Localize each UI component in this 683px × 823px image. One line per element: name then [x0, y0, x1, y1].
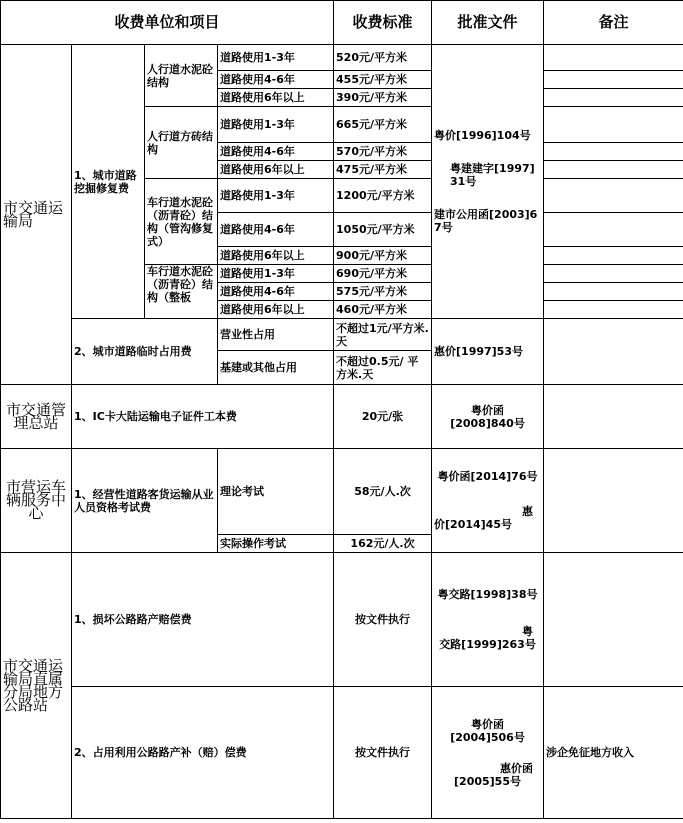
item-cell: 1、经营性道路客货运输从业人员资格考试费	[72, 449, 218, 553]
period-cell: 道路使用6年以上	[218, 89, 334, 107]
approval-doc: [2004]506号	[450, 730, 525, 744]
header-units-items: 收费单位和项目	[1, 1, 334, 45]
period-cell: 道路使用6年以上	[218, 161, 334, 179]
fee-cell: 575元/平方米	[334, 283, 432, 301]
item-cell: 2、占用利用公路路产补（赔）偿费	[72, 687, 334, 819]
table-row	[1, 385, 683, 449]
fee-cell: 不超过1元/平方米.天	[334, 319, 432, 351]
remark-cell	[544, 265, 683, 283]
header-approval: 批准文件	[432, 1, 544, 45]
period-cell: 道路使用6年以上	[218, 247, 334, 265]
fee-cell: 390元/平方米	[334, 89, 432, 107]
subgroup-cell: 车行道水泥砼（沥青砼）结构（整板	[145, 265, 218, 319]
fee-cell: 58元/人.次	[334, 449, 432, 535]
fee-cell: 455元/平方米	[334, 71, 432, 89]
approval-cell	[432, 687, 544, 819]
approval-cell: 惠价[1997]53号	[432, 319, 544, 385]
table-row	[1, 45, 683, 71]
subgroup-cell: 人行道水泥砼结构	[145, 45, 218, 107]
approval-doc: 价[2014]45号	[434, 518, 512, 531]
fee-cell: 20元/张	[334, 385, 432, 449]
remark-cell	[544, 449, 683, 553]
table-row	[1, 449, 683, 535]
approval-doc: 粤交路[1998]38号	[437, 588, 538, 601]
type-cell: 营业性占用	[218, 319, 334, 351]
header-row	[1, 1, 683, 45]
approval-doc: 交路[1999]263号	[439, 638, 536, 651]
subgroup-cell: 人行道方砖结构	[145, 107, 218, 179]
remark-cell	[544, 161, 683, 179]
approval-doc: 粤价函	[471, 403, 505, 417]
remark-cell	[544, 89, 683, 107]
item-cell: 1、IC卡大陆运输电子证件工本费	[72, 385, 334, 449]
fee-cell: 570元/平方米	[334, 143, 432, 161]
approval-doc: 建市公用函[2003]67号	[434, 208, 538, 234]
item-cell: 2、城市道路临时占用费	[72, 319, 218, 385]
fee-cell: 690元/平方米	[334, 265, 432, 283]
approval-doc: [2008]840号	[450, 416, 525, 430]
unit-cell: 市营运车辆服务中心	[1, 449, 72, 553]
approval-doc: [2005]55号	[454, 774, 521, 788]
period-cell: 道路使用4-6年	[218, 143, 334, 161]
period-cell: 道路使用1-3年	[218, 265, 334, 283]
item-cell: 1、城市道路挖掘修复费	[72, 45, 145, 319]
type-cell: 实际操作考试	[218, 535, 334, 553]
unit-cell: 市交通管理总站	[1, 385, 72, 449]
period-cell: 道路使用6年以上	[218, 301, 334, 319]
approval-doc: 惠	[522, 505, 534, 518]
remark-cell	[544, 71, 683, 89]
period-cell: 道路使用1-3年	[218, 179, 334, 213]
approval-doc: 粤价[1996]104号	[434, 129, 531, 142]
remark-cell	[544, 319, 683, 385]
approval-cell	[432, 385, 544, 449]
approval-cell	[432, 45, 544, 319]
remark-cell	[544, 143, 683, 161]
unit-cell: 市交通运输局	[1, 45, 72, 385]
fee-cell: 460元/平方米	[334, 301, 432, 319]
fee-cell: 162元/人.次	[334, 535, 432, 553]
approval-doc: 粤建建字[1997]31号	[450, 162, 535, 188]
table-row	[1, 687, 683, 819]
remark-cell	[544, 301, 683, 319]
fee-cell: 520元/平方米	[334, 45, 432, 71]
fee-cell: 900元/平方米	[334, 247, 432, 265]
period-cell: 道路使用4-6年	[218, 283, 334, 301]
approval-cell	[432, 553, 544, 687]
unit-cell: 市交通运输局直属分局地方公路站	[1, 553, 72, 819]
remark-cell	[544, 107, 683, 143]
remark-cell: 涉企免征地方收入	[544, 687, 683, 819]
fee-cell: 不超过0.5元/ 平方米.天	[334, 351, 432, 385]
period-cell: 道路使用4-6年	[218, 213, 334, 247]
fee-cell: 按文件执行	[334, 687, 432, 819]
approval-doc: 惠价函	[500, 761, 534, 775]
period-cell: 道路使用1-3年	[218, 45, 334, 71]
item-cell: 1、损坏公路路产赔偿费	[72, 553, 334, 687]
remark-cell	[544, 213, 683, 247]
remark-cell	[544, 553, 683, 687]
type-cell: 理论考试	[218, 449, 334, 535]
approval-doc: 粤价函[2014]76号	[437, 470, 538, 483]
header-remarks: 备注	[544, 1, 683, 45]
subgroup-cell: 车行道水泥砼（沥青砼）结构（管沟修复式）	[145, 179, 218, 265]
remark-cell	[544, 385, 683, 449]
period-cell: 道路使用4-6年	[218, 71, 334, 89]
fee-cell: 1050元/平方米	[334, 213, 432, 247]
approval-doc: 粤价函	[471, 717, 505, 731]
table-row	[1, 319, 683, 351]
table-row	[1, 553, 683, 687]
remark-cell	[544, 45, 683, 71]
remark-cell	[544, 179, 683, 213]
fee-cell: 665元/平方米	[334, 107, 432, 143]
period-cell: 道路使用1-3年	[218, 107, 334, 143]
approval-cell	[432, 449, 544, 553]
remark-cell	[544, 247, 683, 265]
header-standard: 收费标准	[334, 1, 432, 45]
fee-cell: 按文件执行	[334, 553, 432, 687]
remark-cell	[544, 283, 683, 301]
fee-cell: 1200元/平方米	[334, 179, 432, 213]
fee-cell: 475元/平方米	[334, 161, 432, 179]
approval-doc: 粤	[522, 625, 534, 638]
type-cell: 基建或其他占用	[218, 351, 334, 385]
